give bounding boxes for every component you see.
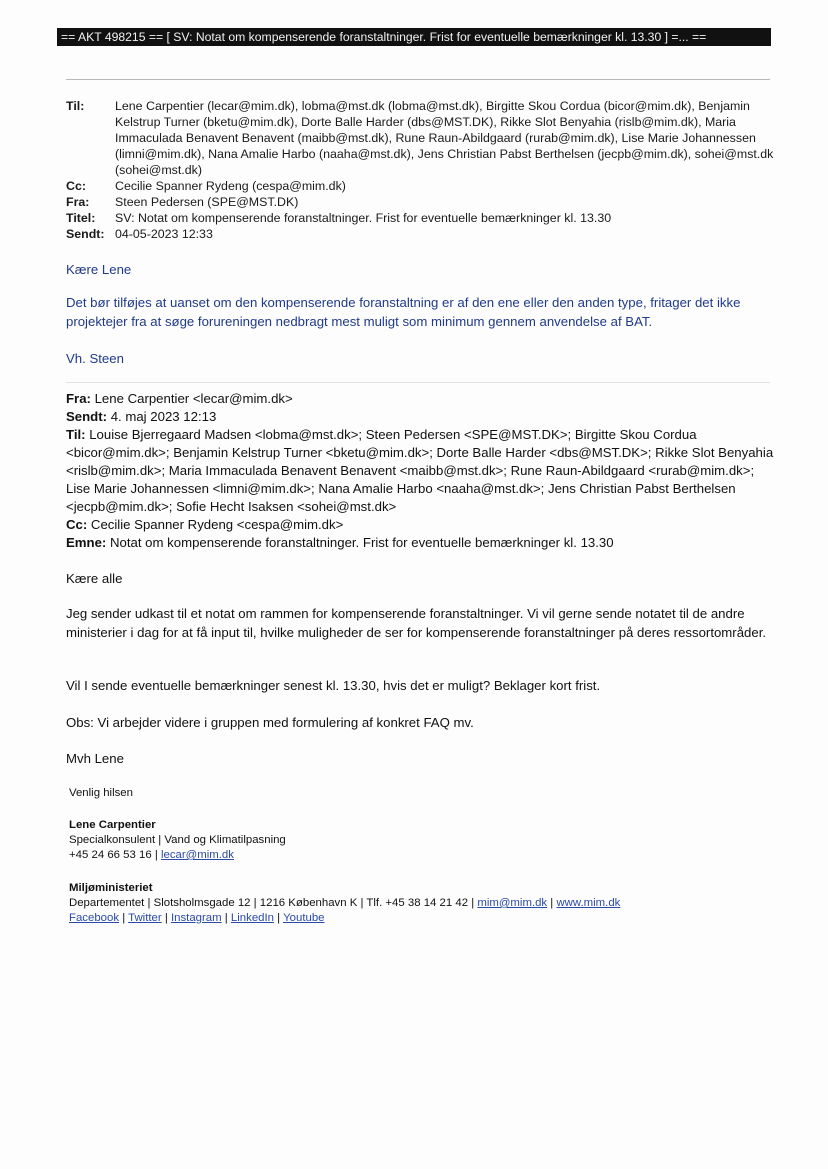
reply-greeting: Kære Lene xyxy=(66,262,132,277)
youtube-link[interactable]: Youtube xyxy=(283,912,325,924)
twitter-link[interactable]: Twitter xyxy=(128,912,162,924)
orig-cc-label: Cc: xyxy=(66,517,88,532)
orig-subject-line xyxy=(66,534,778,552)
orig-from-line xyxy=(66,390,778,408)
separator-text: | xyxy=(221,912,231,924)
separator-text: | xyxy=(547,897,557,909)
orig-sent-line xyxy=(66,408,778,426)
orig-to-line xyxy=(66,426,778,516)
reply-signoff: Vh. Steen xyxy=(66,351,124,366)
facebook-link[interactable]: Facebook xyxy=(69,912,120,924)
signature-role: Specialkonsulent | Vand og Klimatilpasning xyxy=(69,834,286,846)
header-to-value: Lene Carpentier (lecar@mim.dk), lobma@mst.dk (lobma@mst.dk), Birgitte Skou Cordua (bicor@mim.dk), Benjamin Kelstrup Turner (bketu@mim.dk), Dorte Balle Harder (dbs@MST.DK), Rikke Slot Benyahia (rislb@mim.dk), Maria Immaculada Benavent Benavent (maibb@mst.dk), Rune Raun-Abildgaard (rurab@mim.dk), Lise Marie Johannessen (limni@mim.dk), Nana Amalie Harbo (naaha@mst.dk), Jens Christian Pabst Berthelsen (jecpb@mim.dk), sohei@mst.dk (sohei@mst.dk) xyxy=(115,99,774,177)
header-cc-value: Cecilie Spanner Rydeng (cespa@mim.dk) xyxy=(115,179,346,193)
orig-from-label: Fra: xyxy=(66,391,91,406)
header-sent-label: Sendt: xyxy=(66,227,105,241)
signature-org xyxy=(69,881,620,926)
signature-contact xyxy=(69,848,286,863)
email-header xyxy=(66,98,776,242)
header-from-value: Steen Pedersen (SPE@MST.DK) xyxy=(115,195,299,209)
header-title-value: SV: Notat om kompenserende foranstaltninger. Frist for eventuelle bemærkninger kl. 13.30 xyxy=(115,211,612,225)
signature-email-link[interactable]: lecar@mim.dk xyxy=(160,849,234,861)
reply-body: Det bør tilføjes at uanset om den kompenserende foranstaltning er af den ene eller den anden type, fritager det ikke projektejer fra at søge forureningen nedbragt mest muligt som minimum gennem anvendelse af BAT. xyxy=(66,295,741,329)
quote-divider xyxy=(66,382,770,383)
orig-subject-value: Notat om kompenserende foranstaltninger. Frist for eventuelle bemærkninger kl. 13.30 xyxy=(109,535,614,550)
header-from-label: Fra: xyxy=(66,195,90,209)
header-title-label: Titel: xyxy=(66,211,96,225)
orig-to-value: Louise Bjerregaard Madsen <lobma@mst.dk>; Steen Pedersen <SPE@MST.DK>; Birgitte Skou Cordua <bicor@mim.dk>; Benjamin Kelstrup Turner <bketu@mim.dk>; Dorte Balle Harder <dbs@MST.DK>; Rikke Slot Benyahia <rislb@mim.dk>; Maria Immaculada Benavent Benavent <maibb@mst.dk>; Rune Raun-Abildgaard <rurab@mim.dk>; Lise Marie Johannessen <limni@mim.dk>; Nana Amalie Harbo <naaha@mst.dk>; Jens Christian Pabst Berthelsen <jecpb@mim.dk>; Sofie Hecht Isaksen <sohei@mst.dk> xyxy=(66,427,774,514)
header-sent-value: 04-05-2023 12:33 xyxy=(115,227,213,241)
orig-greeting: Kære alle xyxy=(66,571,123,586)
header-cc-label: Cc: xyxy=(66,179,86,193)
orig-to-label: Til: xyxy=(66,427,86,442)
separator-text: | xyxy=(274,912,284,924)
orig-cc-line xyxy=(66,516,778,534)
linkedin-link[interactable]: LinkedIn xyxy=(230,912,274,924)
orig-subject-label: Emne: xyxy=(66,535,107,550)
header-sent-row xyxy=(66,226,776,242)
signature-phone: +45 24 66 53 16 | xyxy=(69,849,161,861)
website-link[interactable]: www.mim.dk xyxy=(556,897,621,909)
signature-address: Departementet | Slotsholmsgade 12 | 1216 København K | Tlf. +45 38 14 21 42 | xyxy=(69,897,478,909)
social-links xyxy=(69,911,620,926)
header-to-label: Til: xyxy=(66,99,85,113)
separator-text: | xyxy=(119,912,129,924)
signature-org-name: Miljøministeriet xyxy=(69,882,153,894)
top-divider xyxy=(66,79,770,80)
orig-sent-value: 4. maj 2023 12:13 xyxy=(110,409,217,424)
header-cc-row xyxy=(66,178,776,194)
signature-name: Lene Carpentier xyxy=(69,819,156,831)
document-banner: == AKT 498215 == [ SV: Notat om kompenserende foranstaltninger. Frist for eventuelle bemærkninger kl. 13.30 ] =... == xyxy=(57,28,771,46)
orig-signoff: Mvh Lene xyxy=(66,751,124,766)
orig-sent-label: Sendt: xyxy=(66,409,108,424)
orig-cc-value: Cecilie Spanner Rydeng <cespa@mim.dk> xyxy=(90,517,344,532)
orig-paragraph-2: Vil I sende eventuelle bemærkninger senest kl. 13.30, hvis det er muligt? Beklager kort frist. xyxy=(66,678,601,693)
signature-address-line xyxy=(69,896,620,911)
header-title-row xyxy=(66,210,776,226)
header-to-row xyxy=(66,98,776,178)
separator-text: | xyxy=(161,912,171,924)
instagram-link[interactable]: Instagram xyxy=(170,912,222,924)
header-from-row xyxy=(66,194,776,210)
orig-from-value: Lene Carpentier <lecar@mim.dk> xyxy=(94,391,293,406)
original-header xyxy=(66,390,778,552)
orig-paragraph-1: Jeg sender udkast til et notat om rammen for kompenserende foranstaltninger. Vi vil gerne sende notatet til de andre ministerier i dag for at få input til, hvilke muligheder de ser for kompenserende foranstaltninger på deres ressortområder. xyxy=(66,606,767,640)
org-email-link[interactable]: mim@mim.dk xyxy=(477,897,548,909)
signature-regards: Venlig hilsen xyxy=(69,787,133,799)
orig-paragraph-3: Obs: Vi arbejder videre i gruppen med formulering af konkret FAQ mv. xyxy=(66,715,474,730)
signature-person xyxy=(69,818,286,863)
